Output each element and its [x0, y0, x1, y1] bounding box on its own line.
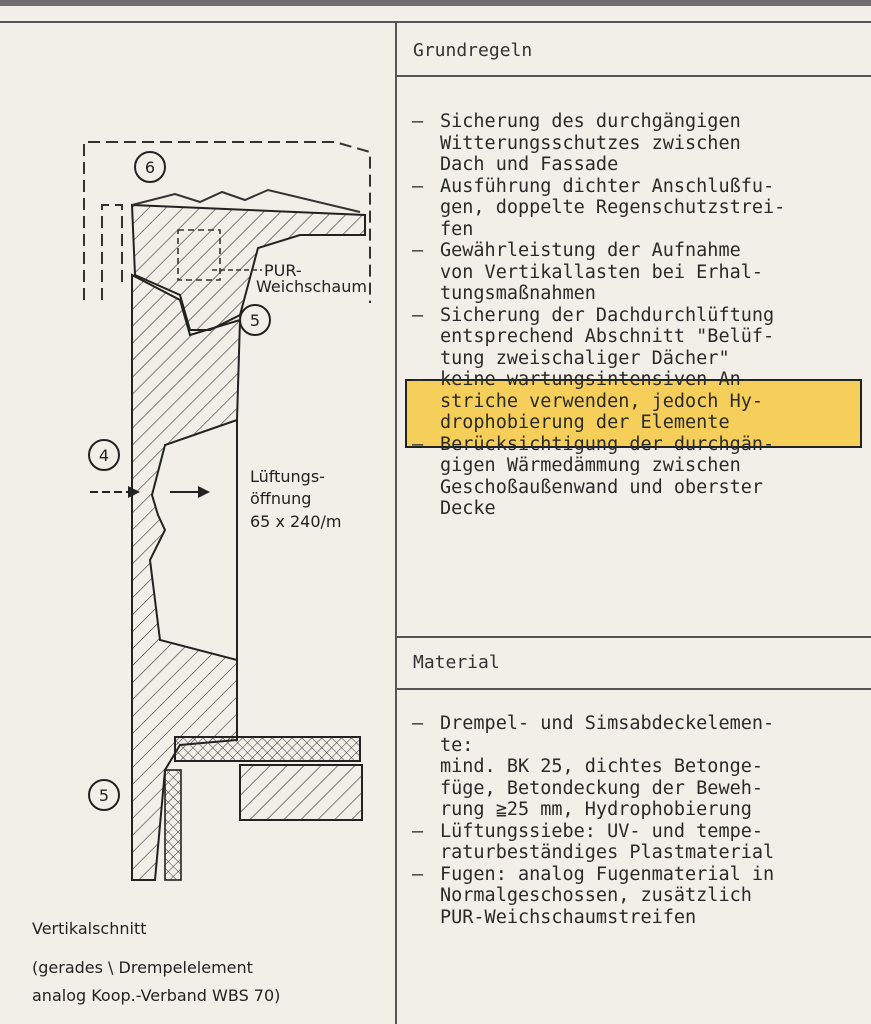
top-rule — [0, 0, 871, 6]
marker-label: 5 — [98, 786, 110, 805]
list-item: – Sicherung der Dachdurchlüftung entsprechend Abschnitt "Belüf- tung zweischaliger Dächer" — [410, 305, 785, 370]
label-dims: 65 x 240/m — [250, 512, 342, 531]
roof-slab — [240, 765, 362, 820]
marker-label: 5 — [249, 311, 261, 330]
insulation-strip — [175, 737, 360, 761]
drempel-wall — [132, 275, 240, 880]
marker-label: 4 — [98, 446, 110, 465]
grundregeln-list — [410, 111, 785, 520]
caption-line3: analog Koop.-Verband WBS 70) — [32, 986, 281, 1005]
list-item: – Berücksichtigung der durchgän- gigen Wärmedämmung zwischen Geschoßaußenwand und oberster Decke — [410, 434, 785, 520]
grundregeln-header-rule — [397, 75, 871, 77]
caption-line2: (gerades \ Drempelelement — [32, 958, 253, 977]
material-list — [410, 713, 774, 928]
grundregeln-title: Grundregeln — [413, 40, 533, 61]
list-item: – Fugen: analog Fugenmaterial in Normalgeschossen, zusätzlich PUR-Weichschaumstreifen — [410, 864, 774, 929]
list-item: – Sicherung des durchgängigen Witterungsschutzes zwischen Dach und Fassade — [410, 111, 785, 176]
label-oeffnung: öffnung — [250, 489, 312, 508]
label-lueftung: Lüftungs- — [250, 467, 325, 486]
material-header-rule — [397, 688, 871, 690]
column-divider — [395, 21, 397, 1024]
material-title: Material — [413, 652, 500, 673]
list-item: – Ausführung dichter Anschlußfu- gen, doppelte Regenschutzstrei- fen — [410, 176, 785, 241]
list-item: – Gewährleistung der Aufnahme von Vertikallasten bei Erhal- tungsmaßnahmen — [410, 240, 785, 305]
list-item: – Lüftungssiebe: UV- und tempe- raturbeständiges Plastmaterial — [410, 821, 774, 864]
marker-label: 6 — [144, 158, 156, 177]
material-top-rule — [397, 636, 871, 638]
label-weichschaum: Weichschaum — [256, 277, 367, 296]
top-border — [0, 21, 871, 23]
label-pur: PUR- — [264, 261, 302, 280]
caption-title: Vertikalschnitt — [32, 919, 147, 938]
list-item-highlighted: – keine wartungsintensiven An- striche verwenden, jedoch Hy- drophobierung der Elemente — [410, 369, 785, 434]
insulation-column — [165, 770, 181, 880]
section-drawing — [0, 25, 395, 905]
arrowhead — [198, 486, 210, 498]
list-item: – Drempel- und Simsabdeckelemen- te: mind. BK 25, dichtes Betonge- füge, Betondeckung der Beweh- rung ≧25 mm, Hydrophobierung — [410, 713, 774, 821]
